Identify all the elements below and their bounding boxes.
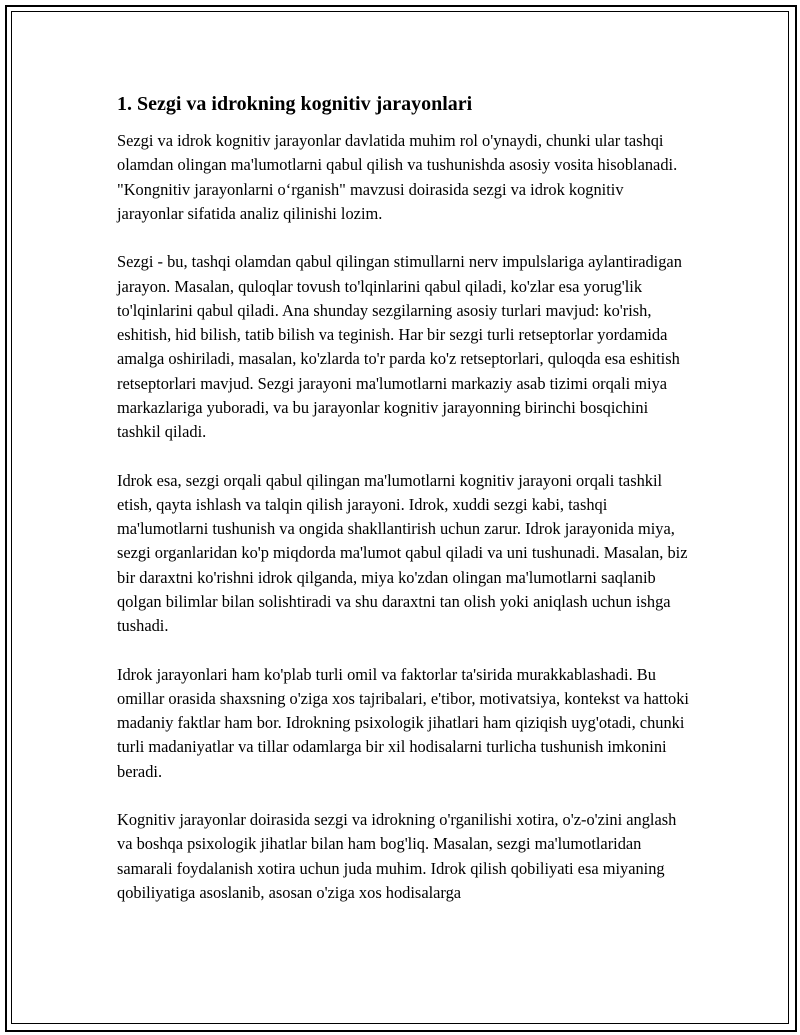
paragraph-2: Sezgi - bu, tashqi olamdan qabul qilingan stimullarni nerv impulslariga aylantiradigan jarayon. Masalan, quloqlar tovush to'lqinlarini qabul qiladi, ko'zlar esa yorug'lik to'lqinlarini qabul qiladi. Ana shunday sezgilarning asosiy turlari mavjud: ko'rish, eshitish, hid bilish, tatib bilish va teginish. Har bir sezgi turli retseptorlar yordamida amalga oshiriladi, masalan, ko'zlarda to'r parda ko'z retseptorlari, quloqda esa eshitish retseptorlari mavjud. Sezgi jarayoni ma'lumotlarni markaziy asab tizimi orqali miya markazlariga yuboradi, va bu jarayonlar kognitiv jarayonning birinchi bosqichini tashkil qiladi. <box>117 252 682 441</box>
paragraph-3: Idrok esa, sezgi orqali qabul qilingan ma'lumotlarni kognitiv jarayoni orqali tashkil etish, qayta ishlash va talqin qilish jarayoni. Idrok, xuddi sezgi kabi, tashqi ma'lumotlarni tushunish va ongida shakllantirish uchun zarur. Idrok jarayonida miya, sezgi organlaridan ko'p miqdorda ma'lumot qabul qiladi va uni tushunadi. Masalan, biz bir daraxtni ko'rishni idrok qilganda, miya ko'zdan olingan ma'lumotlarni saqlanib qolgan bilimlar bilan solishtiradi va shu daraxtni tan olish yoki aniqlash uchun ishga tushadi. <box>117 470 688 635</box>
paragraph-5: Kognitiv jarayonlar doirasida sezgi va idrokning o'rganilishi xotira, o'z-o'zini anglash va boshqa psixologik jihatlar bilan ham bog'liq. Masalan, sezgi ma'lumotlaridan samarali foydalanish xotira uchun juda muhim. Idrok qilish qobiliyati esa miyaning qobiliyatiga asoslanib, asosan o'ziga xos hodisalarga <box>117 810 677 902</box>
document-body <box>117 90 689 929</box>
paragraph-4: Idrok jarayonlari ham ko'plab turli omil va faktorlar ta'sirida murakkablashadi. Bu omillar orasida shaxsning o'ziga xos tajribalari, e'tibor, motivatsiya, kontekst va hattoki madaniy faktlar ham bor. Idrokning psixologik jihatlari ham qiziqish uyg'otadi, chunki turli madaniyatlar va tillar odamlarga bir xil hodisalarni turlicha tushunish imkonini beradi. <box>117 664 689 781</box>
paragraph-1: Sezgi va idrok kognitiv jarayonlar davlatida muhim rol o'ynaydi, chunki ular tashqi olamdan olingan ma'lumotlarni qabul qilish va tushunishda asosiy vosita hisoblanadi. "Kongnitiv jarayonlarni o‘rganish" mavzusi doirasida sezgi va idrok kognitiv jarayonlar sifatida analiz qilinishi lozim. <box>117 131 678 223</box>
section-heading: 1. Sezgi va idrokning kognitiv jarayonlari <box>117 93 473 115</box>
